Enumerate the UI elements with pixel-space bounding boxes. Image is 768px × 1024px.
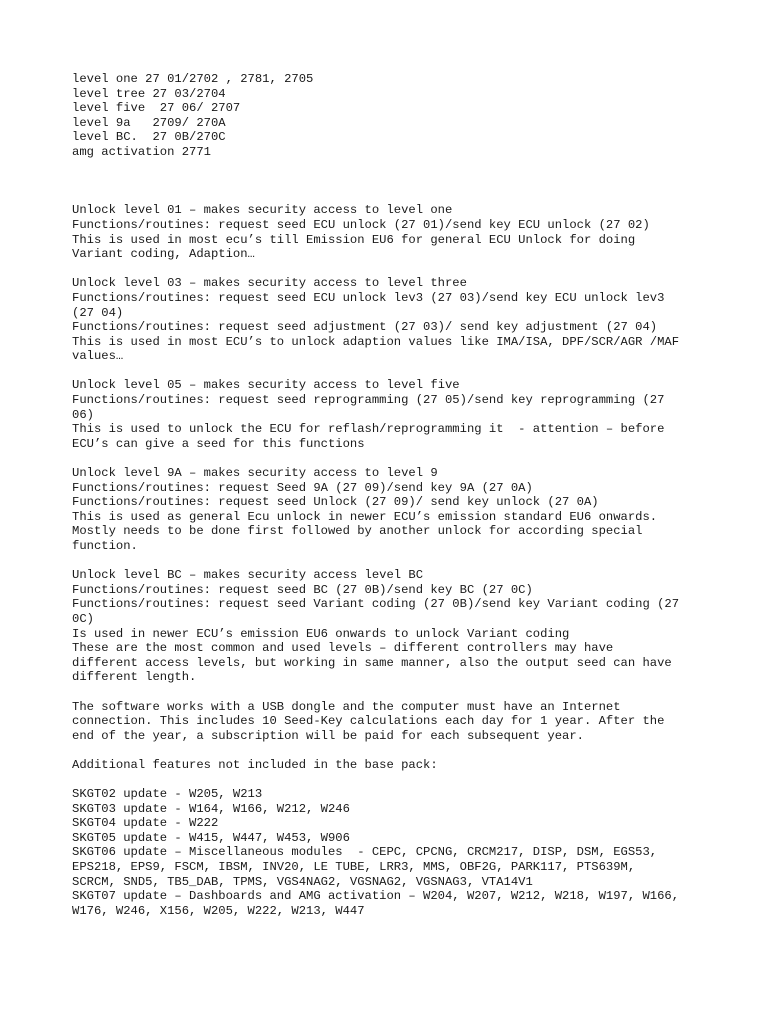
list-item: SKGT06 update – Miscellaneous modules - CEPC, CPCNG, CRCM217, DISP, DSM, EGS53,	[72, 845, 658, 860]
text-line: connection. This includes 10 Seed-Key calculations each day for 1 year. After the	[72, 714, 665, 729]
spacer	[72, 743, 712, 758]
text-line: This is used in most ECU’s to unlock adaption values like IMA/ISA, DPF/SCR/AGR /MAF	[72, 334, 680, 349]
unlock-level-05-section	[72, 378, 712, 451]
text-line: Functions/routines: request seed adjustment (27 03)/ send key adjustment (27 04)	[72, 320, 658, 335]
text-line: Functions/routines: request Seed 9A (27 09)/send key 9A (27 0A)	[72, 480, 533, 495]
text-line: Functions/routines: request seed ECU unlock (27 01)/send key ECU unlock (27 02)	[72, 217, 650, 232]
spacer	[72, 554, 712, 569]
text-line: Functions/routines: request seed reprogramming (27 05)/send key reprogramming (27	[72, 393, 665, 408]
text-line: level tree 27 03/2704	[72, 86, 226, 101]
section-heading: Unlock level 9A – makes security access to level 9	[72, 466, 438, 481]
text-line: level five 27 06/ 2707	[72, 101, 241, 116]
spacer	[72, 773, 712, 788]
list-item: EPS218, EPS9, FSCM, IBSM, INV20, LE TUBE, LRR3, MMS, OBF2G, PARK117, PTS639M,	[72, 860, 636, 875]
text-line: (27 04)	[72, 305, 124, 320]
text-line: Functions/routines: request seed Variant coding (27 0B)/send key Variant coding (27	[72, 597, 680, 612]
list-item: SCRCM, SND5, TB5_DAB, TPMS, VGS4NAG2, VGSNAG2, VGSNAG3, VTA14V1	[72, 874, 533, 889]
text-line: level one 27 01/2702 , 2781, 2705	[72, 72, 314, 86]
text-line: end of the year, a subscription will be paid for each subsequent year.	[72, 728, 584, 743]
section-heading: Unlock level 03 – makes security access to level three	[72, 276, 467, 291]
text-line: level BC. 27 0B/270C	[72, 130, 226, 145]
text-line: This is used as general Ecu unlock in newer ECU’s emission standard EU6 onwards.	[72, 509, 658, 524]
section-heading: Unlock level 01 – makes security access to level one	[72, 203, 453, 218]
text-line: Functions/routines: request seed BC (27 0B)/send key BC (27 0C)	[72, 582, 533, 597]
text-line: Is used in newer ECU’s emission EU6 onwards to unlock Variant coding	[72, 626, 570, 641]
text-line: Variant coding, Adaption…	[72, 247, 255, 262]
list-item: SKGT03 update - W164, W166, W212, W246	[72, 801, 350, 816]
text-line: This is used in most ecu’s till Emission EU6 for general ECU Unlock for doing	[72, 232, 636, 247]
text-line: Mostly needs to be done first followed by another unlock for according special	[72, 524, 643, 539]
text-line: This is used to unlock the ECU for reflash/reprogramming it - attention – before	[72, 422, 665, 437]
unlock-level-bc-section	[72, 568, 712, 685]
unlock-level-9a-section	[72, 466, 712, 554]
level-codes-block	[72, 72, 712, 160]
list-item: SKGT05 update - W415, W447, W453, W906	[72, 830, 350, 845]
text-line: amg activation 2771	[72, 144, 211, 159]
text-line: 06)	[72, 407, 94, 422]
section-heading: Unlock level 05 – makes security access to level five	[72, 378, 460, 393]
unlock-level-03-section	[72, 276, 712, 364]
text-line: Functions/routines: request seed ECU unlock lev3 (27 03)/send key ECU unlock lev3	[72, 290, 665, 305]
unlock-level-01-section	[72, 203, 712, 261]
text-line: The software works with a USB dongle and the computer must have an Internet	[72, 699, 621, 714]
text-line: values…	[72, 349, 124, 364]
list-item: W176, W246, X156, W205, W222, W213, W447	[72, 903, 365, 918]
section-heading: Unlock level BC – makes security access level BC	[72, 568, 424, 583]
text-line: 0C)	[72, 611, 94, 626]
spacer	[72, 451, 712, 466]
spacer	[72, 262, 712, 277]
list-item: SKGT04 update - W222	[72, 816, 219, 831]
text-line: different access levels, but working in same manner, also the output seed can have	[72, 655, 672, 670]
text-line: function.	[72, 539, 138, 553]
text-line: Functions/routines: request seed Unlock (27 09)/ send key unlock (27 0A)	[72, 495, 599, 510]
text-line: different length.	[72, 670, 197, 685]
text-line: ECU’s can give a seed for this functions	[72, 436, 365, 451]
list-item: SKGT02 update - W205, W213	[72, 787, 263, 802]
additional-features-heading: Additional features not included in the base pack:	[72, 757, 438, 772]
spacer	[72, 160, 712, 175]
text-line: level 9a 2709/ 270A	[72, 115, 226, 130]
spacer	[72, 189, 712, 204]
spacer	[72, 685, 712, 700]
list-item: SKGT07 update – Dashboards and AMG activation – W204, W207, W212, W218, W197, W166,	[72, 889, 680, 904]
spacer	[72, 174, 712, 189]
text-line: These are the most common and used levels – different controllers may have	[72, 641, 614, 656]
updates-list	[72, 787, 712, 918]
document-page	[72, 72, 712, 918]
software-paragraph	[72, 700, 712, 744]
spacer	[72, 364, 712, 379]
